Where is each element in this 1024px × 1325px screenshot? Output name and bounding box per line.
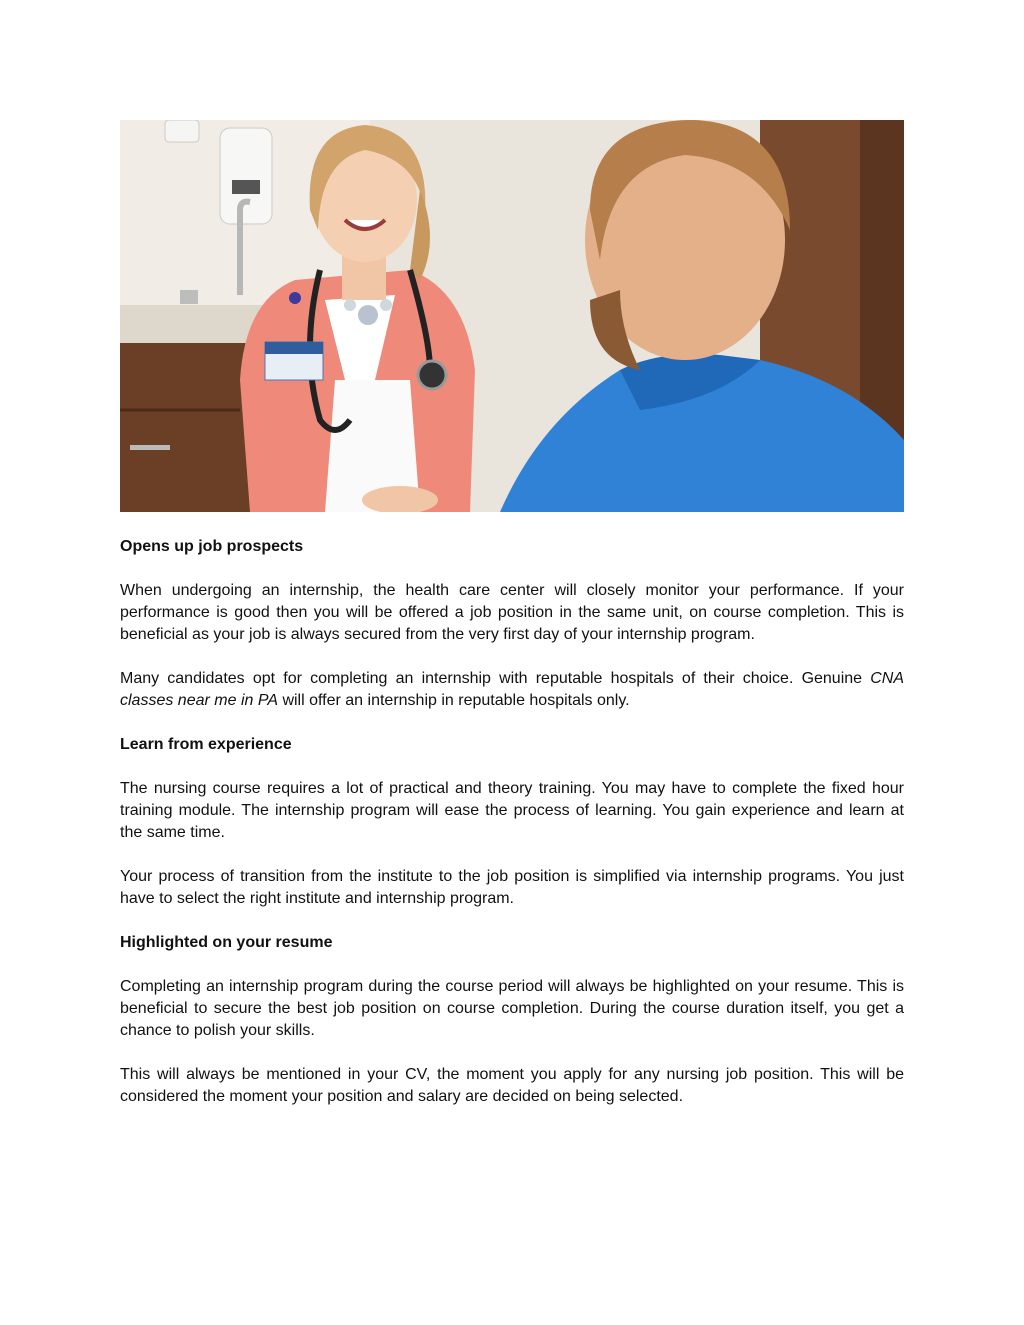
section-heading: Learn from experience [120,736,292,753]
paragraph: Your process of transition from the institute to the job position is simplified via internship programs. You just have to select the right institute and internship program. [120,868,904,907]
paragraph: The nursing course requires a lot of practical and theory training. You may have to complete the fixed hour training module. The internship program will ease the process of learning. You gain experience and learn at the same time. [120,780,904,841]
paragraph-text: will offer an internship in reputable hospitals only. [278,692,630,709]
paragraph: This will always be mentioned in your CV, the moment you apply for any nursing job position. This will be considered the moment your position and salary are decided on being selected. [120,1066,904,1105]
header-photo [120,120,904,512]
paragraph: Completing an internship program during the course period will always be highlighted on your resume. This is beneficial to secure the best job position on course completion. During the course duration itself, you get a chance to polish your skills. [120,978,904,1039]
article-body [120,536,904,1130]
section-heading: Highlighted on your resume [120,934,333,951]
paragraph: When undergoing an internship, the health care center will closely monitor your performance. If your performance is good then you will be offered a job position in the same unit, on course completion. This is beneficial as your job is always secured from the very first day of your internship program. [120,582,904,643]
section-heading: Opens up job prospects [120,538,304,555]
nurse-consultation-illustration [120,120,904,512]
emphasized-keyword: CNA classes near me in PA [120,670,904,709]
paragraph-text: Many candidates opt for completing an internship with reputable hospitals of their choice. Genuine [120,670,871,687]
paragraph [120,668,904,712]
